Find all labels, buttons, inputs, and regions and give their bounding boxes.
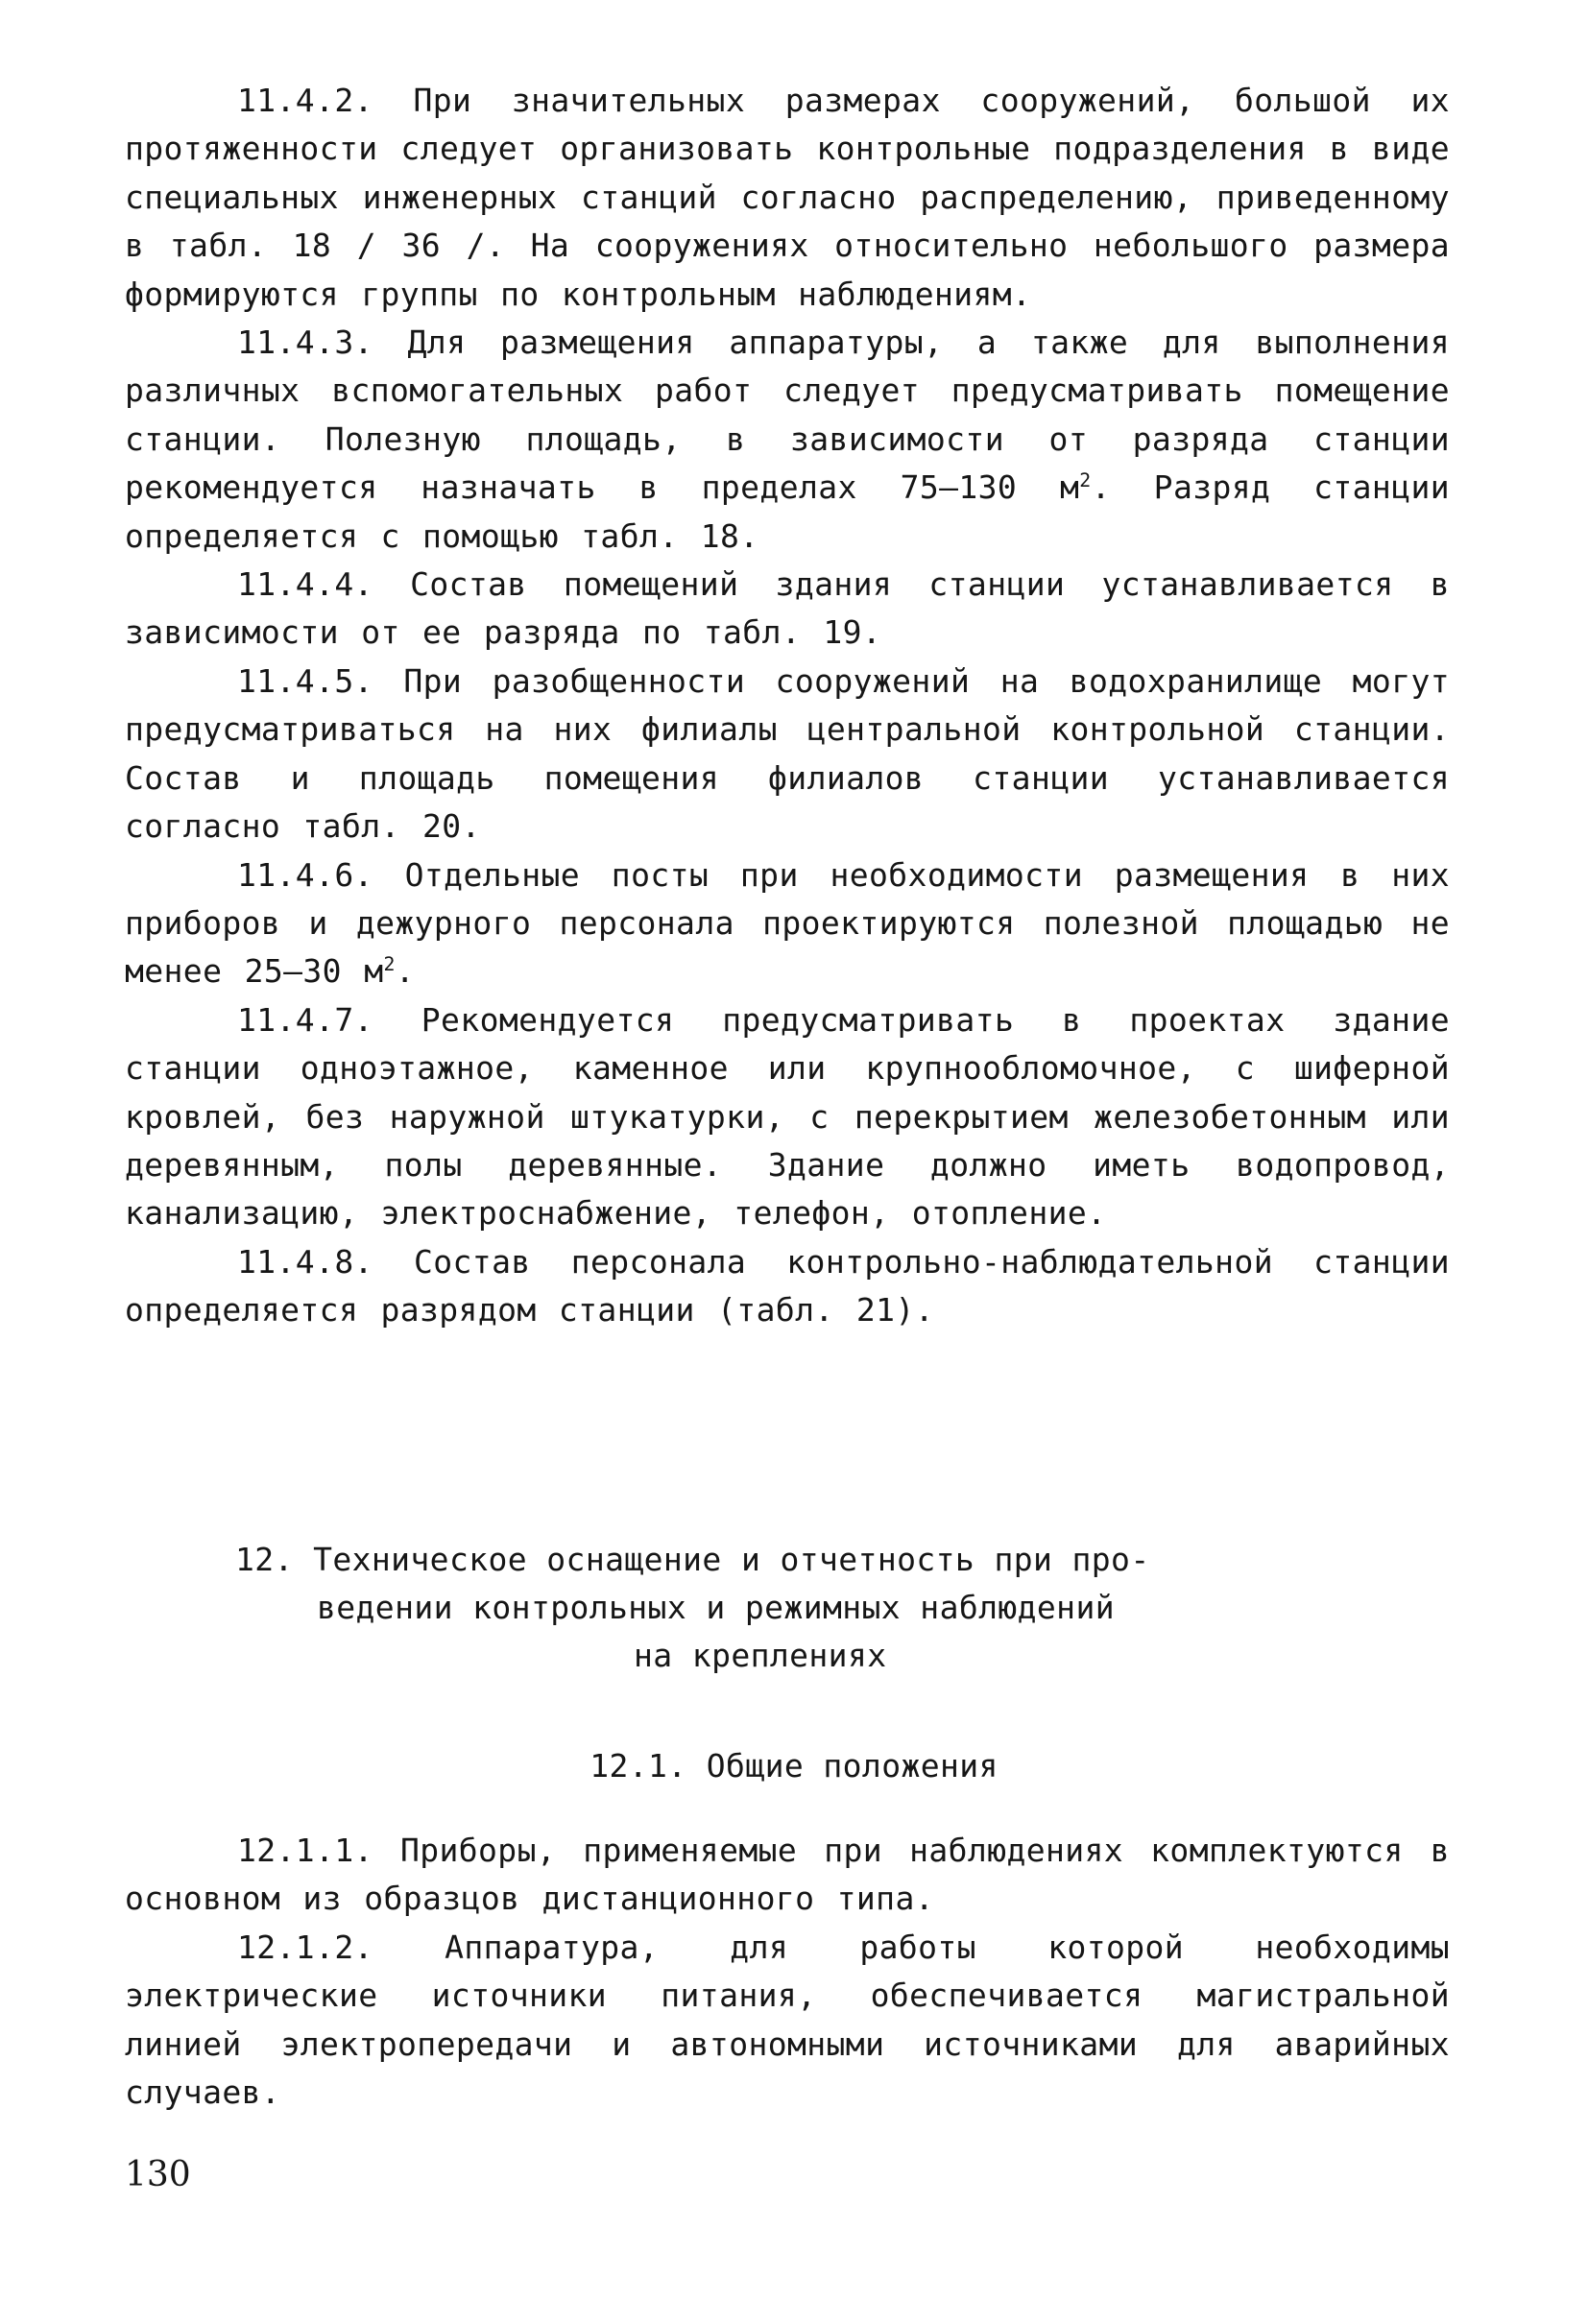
section-12-1-subtitle: 12.1. Общие положения: [589, 1747, 999, 1785]
paragraph-11-4-6-tail: .: [395, 952, 416, 991]
paragraph-11-4-5: 11.4.5. При разобщенности сооружений на водохранилище могут предусматриваться на них филиалы центральной контрольной станции. Состав и площадь помещения филиалов станции устанавливается согласно табл. 20.: [125, 661, 1450, 846]
superscript-square: 2: [383, 953, 396, 976]
paragraph-11-4-3: [125, 319, 1450, 561]
paragraph-12-1-2: 12.1.2. Аппаратура, для работы которой необходимы электрические источники питания, обеспечивается магистральной линией электропередачи и автономными источниками для аварийных случаев.: [125, 1928, 1450, 2112]
paragraph-11-4-3-tail: . Разряд станции определяется с помощью табл. 18.: [125, 468, 1450, 555]
paragraph-12-1-1: 12.1.1. Приборы, применяемые при наблюдениях комплектуются в основном из образцов дистанционного типа.: [125, 1832, 1450, 1918]
section-12-title-line-2: ведении контрольных и режимных наблюдений: [317, 1589, 1115, 1626]
page-number: 130: [125, 2155, 191, 2194]
paragraph-11-4-3-text: 11.4.3. Для размещения аппаратуры, а также для выполнения различных вспомогательных работ следует предусматривать помещение станции. Полезную площадь, в зависимости от разряда станции рекомендуется назначать в пределах 75–130 м: [125, 323, 1450, 507]
section-11-body: [125, 77, 1450, 1335]
section-12-title-line-1: 12. Техническое оснащение и отчетность при про-: [235, 1541, 1150, 1578]
section-12-title: [235, 1536, 1291, 1680]
paragraph-11-4-4: 11.4.4. Состав помещений здания станции устанавливается в зависимости от ее разряда по табл. 19.: [125, 565, 1450, 652]
superscript-square: 2: [1079, 469, 1092, 492]
paragraph-11-4-8: 11.4.8. Состав персонала контрольно-наблюдательной станции определяется разрядом станции (табл. 21).: [125, 1242, 1450, 1330]
paragraph-11-4-7: 11.4.7. Рекомендуется предусматривать в проектах здание станции одноэтажное, каменное или крупнообломочное, с шиферной кровлей, без наружной штукатурки, с перекрытием железобетонным или деревянным, полы деревянные. Здание должно иметь водопровод, канализацию, электроснабжение, телефон, отопление.: [125, 1000, 1450, 1233]
section-12-title-line-3: на креплениях: [634, 1637, 887, 1674]
paragraph-11-4-6-text: 11.4.6. Отдельные посты при необходимости размещения в них приборов и дежурного персонала проектируются полезной площадью не менее 25–30 м: [125, 855, 1450, 991]
paragraph-11-4-6: [125, 851, 1450, 996]
paragraph-11-4-2: 11.4.2. При значительных размерах сооружений, большой их протяженности следует организовать контрольные подразделения в виде специальных инженерных станций согласно распределению, приведенному в табл. 18 / 36 /. На сооружениях относительно небольшого размера формируются группы по контрольным наблюдениям.: [125, 82, 1450, 313]
section-12-body: [125, 1827, 1450, 2117]
